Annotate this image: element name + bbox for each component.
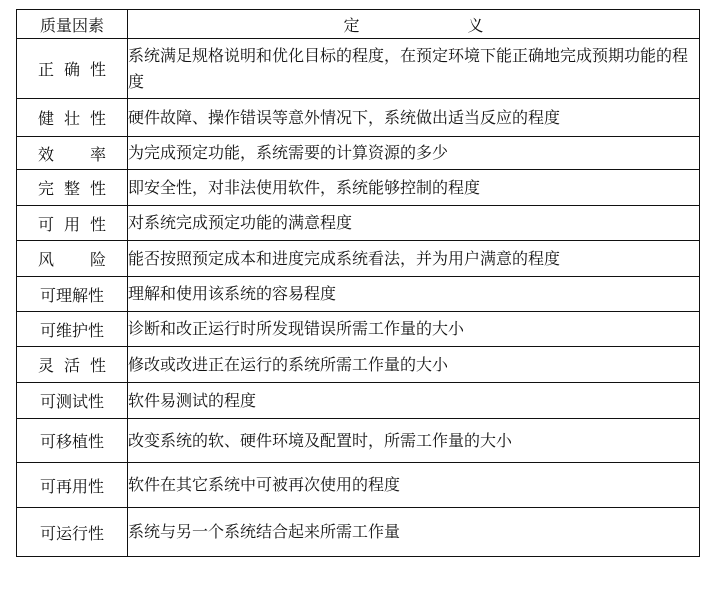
quality-factor-cell — [17, 137, 128, 170]
table-row — [17, 463, 700, 508]
definition-cell: 为完成预定功能，系统需要的计算资源的多少 — [128, 137, 700, 170]
definition-cell: 改变系统的软、硬件环境及配置时，所需工作量的大小 — [128, 419, 700, 463]
definition-cell: 即安全性，对非法使用软件，系统能够控制的程度 — [128, 170, 700, 206]
definition-cell: 修改或改进正在运行的系统所需工作量的大小 — [128, 347, 700, 383]
quality-factor-cell — [17, 508, 128, 557]
quality-factor-cell — [17, 99, 128, 137]
header-factor: 质量因素 — [17, 10, 128, 39]
quality-factor-cell — [17, 463, 128, 508]
definition-cell: 软件易测试的程度 — [128, 383, 700, 419]
table-row — [17, 206, 700, 241]
header-definition — [128, 10, 700, 39]
table-row — [17, 39, 700, 99]
quality-factor-label: 可维护性 — [39, 320, 104, 340]
quality-factor-cell — [17, 383, 128, 419]
quality-factor-cell — [17, 170, 128, 206]
definition-cell: 系统满足规格说明和优化目标的程度，在预定环境下能正确地完成预期功能的程度 — [128, 39, 700, 99]
table-row — [17, 347, 700, 383]
table-row — [17, 137, 700, 170]
quality-factors-table — [16, 9, 700, 557]
quality-factor-cell — [17, 419, 128, 463]
quality-factor-label: 可运行性 — [39, 523, 104, 543]
table-row — [17, 241, 700, 277]
quality-factor-label: 可再用性 — [39, 476, 104, 496]
quality-factor-cell — [17, 347, 128, 383]
definition-cell: 系统与另一个系统结合起来所需工作量 — [128, 508, 700, 557]
table-row — [17, 312, 700, 347]
table-row — [17, 383, 700, 419]
header-definition-char-2: 义 — [467, 15, 484, 35]
quality-factor-label: 灵 活 性 — [38, 356, 106, 375]
table-body — [17, 39, 700, 557]
header-definition-char-1: 定 — [343, 15, 360, 35]
quality-factor-cell — [17, 312, 128, 347]
quality-factor-cell — [17, 206, 128, 241]
definition-cell: 对系统完成预定功能的满意程度 — [128, 206, 700, 241]
quality-factor-cell — [17, 277, 128, 312]
table-header-row — [17, 10, 700, 39]
quality-factor-label: 可测试性 — [39, 392, 104, 411]
quality-factor-label: 效 率 — [38, 144, 106, 164]
definition-cell: 诊断和改正运行时所发现错误所需工作量的大小 — [128, 312, 700, 347]
table-row — [17, 419, 700, 463]
quality-factor-cell — [17, 241, 128, 277]
quality-factor-label: 健 壮 性 — [38, 109, 106, 128]
quality-factor-label: 可 用 性 — [38, 214, 106, 234]
definition-cell: 软件在其它系统中可被再次使用的程度 — [128, 463, 700, 508]
quality-factor-label: 风 险 — [38, 250, 106, 269]
quality-factor-label: 完 整 性 — [38, 179, 106, 198]
table-row — [17, 508, 700, 557]
quality-factor-label: 可理解性 — [39, 285, 104, 305]
quality-factor-cell — [17, 39, 128, 99]
quality-factor-label: 可移植性 — [39, 432, 104, 451]
table-row — [17, 277, 700, 312]
table-row — [17, 170, 700, 206]
table-row — [17, 99, 700, 137]
definition-cell: 理解和使用该系统的容易程度 — [128, 277, 700, 312]
quality-factor-label: 正 确 性 — [38, 60, 106, 79]
definition-cell: 能否按照预定成本和进度完成系统看法，并为用户满意的程度 — [128, 241, 700, 277]
definition-cell: 硬件故障、操作错误等意外情况下，系统做出适当反应的程度 — [128, 99, 700, 137]
